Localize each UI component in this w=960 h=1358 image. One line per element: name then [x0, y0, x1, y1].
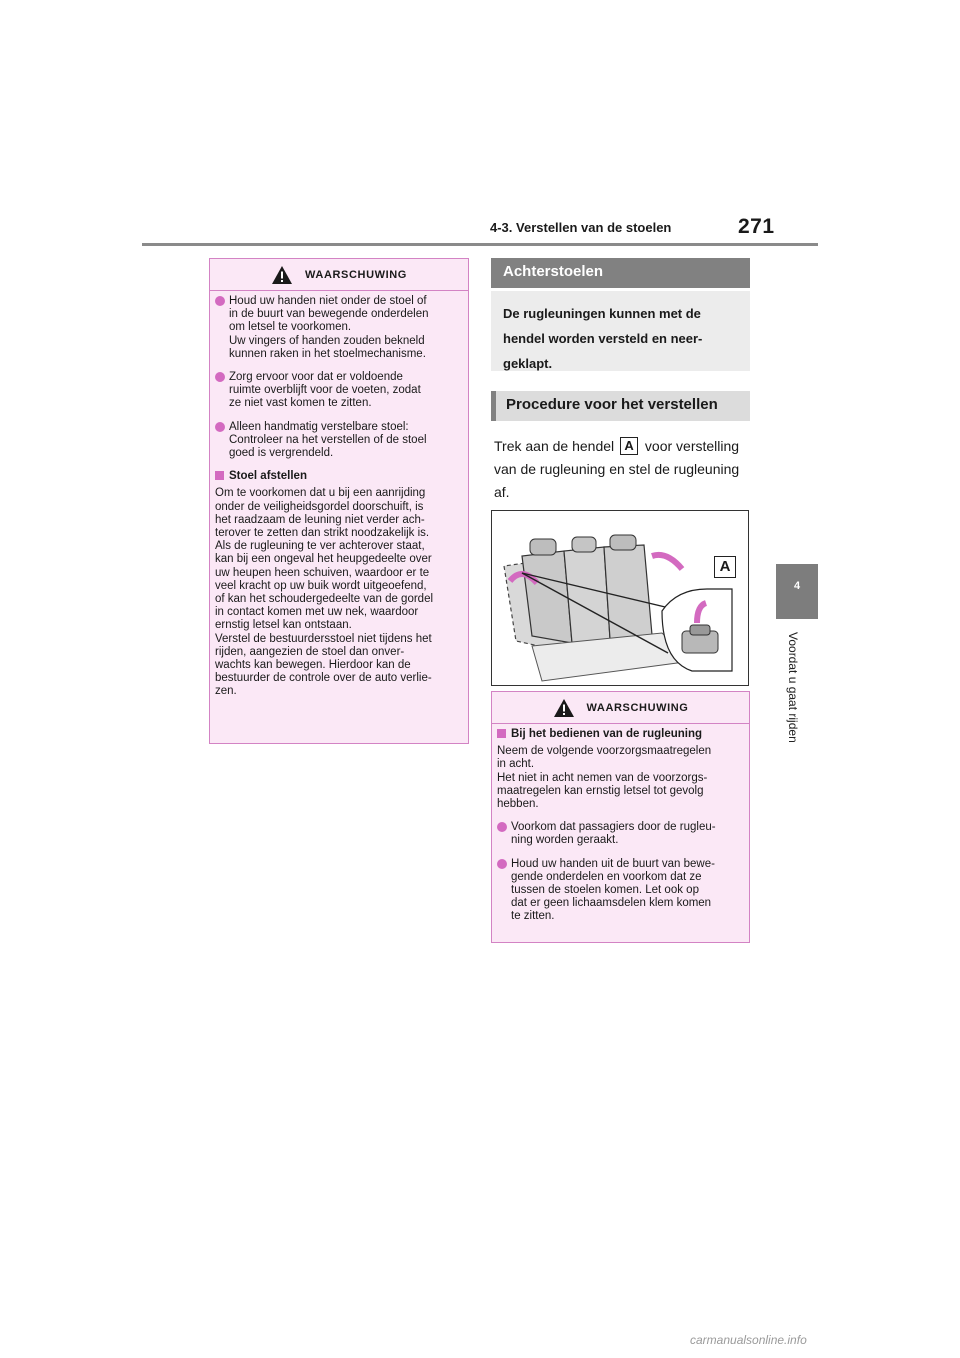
- text-line: ze niet vast komen te zitten.: [229, 397, 372, 410]
- warning-box-left: [209, 258, 469, 744]
- rear-seat-illustration: [491, 510, 749, 686]
- text-line: af.: [494, 484, 510, 500]
- bullet-dot-icon: [215, 372, 225, 382]
- subsection-title: Stoel afstellen: [229, 470, 307, 483]
- text-line: Verstel de bestuurdersstoel niet tijdens het: [215, 632, 432, 645]
- page-number: 271: [738, 215, 775, 238]
- subsection-title: Bij het bedienen van de rugleuning: [511, 728, 703, 740]
- square-bullet-icon: [215, 471, 224, 480]
- bullet-dot-icon: [215, 296, 225, 306]
- warning-body: [210, 291, 468, 717]
- text-line: Houd uw handen uit de buurt van bewe-: [511, 857, 715, 870]
- subsection-heading: [215, 470, 463, 483]
- warning-bullet: [215, 295, 463, 361]
- bullet-dot-icon: [215, 422, 225, 432]
- text-line: bestuurder de controle over de auto verlie-: [215, 672, 432, 685]
- text-line: Houd uw handen niet onder de stoel of: [229, 295, 427, 307]
- text-line: veel kracht op uw buik wordt uitgeoefend,: [215, 579, 427, 592]
- text-line: kunnen raken in het stoelmechanisme.: [229, 347, 426, 360]
- subsection-text: [215, 487, 463, 698]
- text-line: De rugleuningen kunnen met de: [503, 306, 701, 321]
- text-line: hebben.: [497, 798, 539, 811]
- text-line: Zorg ervoor voor dat er voldoende: [229, 371, 403, 384]
- text-line: dat er geen lichaamsdelen klem komen: [511, 897, 712, 910]
- chapter-number: 4: [793, 580, 801, 592]
- text-line: Voorkom dat passagiers door de rugleu-: [511, 821, 716, 834]
- warning-triangle-icon: [271, 265, 293, 285]
- text-line: [494, 435, 756, 458]
- text-line: tussen de stoelen komen. Let ook op: [511, 884, 699, 897]
- text-line: Het niet in acht nemen van de voorzorgs-: [497, 771, 708, 784]
- text-line: maatregelen kan ernstig letsel tot gevolg: [497, 784, 704, 797]
- warning-bullet: [497, 821, 744, 847]
- header-rule: [142, 243, 818, 246]
- text-line: het raadzaam de leuning niet verder ach-: [215, 513, 425, 526]
- text-line: Uw vingers of handen zouden bekneld: [229, 334, 425, 347]
- text-line: zen.: [215, 685, 237, 698]
- rear-seat-drawing: [492, 511, 748, 685]
- warning-title: WAARSCHUWING: [586, 701, 689, 714]
- text-line: onder de veiligheidsgordel doorschuift, is: [215, 500, 424, 513]
- warning-box-right: [491, 691, 750, 943]
- text-line: of kan het schoudergedeelte van de gordel: [215, 593, 434, 606]
- text-line: kan bij een ongeval het heupgedeelte over: [215, 553, 432, 566]
- text-line: terover te zetten dan strikt noodzakelijk is.: [215, 527, 430, 540]
- text-line: goed is vergrendeld.: [229, 447, 334, 460]
- procedure-text: [494, 435, 756, 504]
- text-line: hendel worden versteld en neer-: [503, 331, 703, 346]
- warning-header: [210, 259, 468, 291]
- warning-header: [492, 692, 749, 724]
- bullet-dot-icon: [497, 822, 507, 832]
- text-line: Alleen handmatig verstelbare stoel:: [229, 420, 409, 433]
- warning-paragraph: [497, 745, 744, 811]
- text-line: in contact komen met uw nek, waardoor: [215, 606, 419, 619]
- text-line: om letsel te voorkomen.: [229, 321, 352, 334]
- warning-bullet: [215, 421, 463, 461]
- text-line: geklapt.: [503, 356, 553, 371]
- warning-bullet: [215, 371, 463, 411]
- text-line: in de buurt van bewegende onderdelen: [229, 308, 429, 321]
- text-line: Om te voorkomen dat u bij een aanrijding: [215, 487, 426, 500]
- text-line: ning worden geraakt.: [511, 834, 619, 847]
- warning-bullet: [497, 858, 744, 924]
- text-line: wachts kan bewegen. Hierdoor kan de: [215, 659, 411, 672]
- text-line: rijden, aangezien de stoel dan onver-: [215, 645, 405, 658]
- text-line: van de rugleuning en stel de rugleuning: [494, 461, 740, 477]
- text-line: Neem de volgende voorzorgsmaatregelen: [497, 745, 712, 758]
- warning-body: [492, 724, 749, 942]
- text-line: te zitten.: [511, 910, 555, 923]
- text-line: uw heupen heen schuiven, waardoor er te: [215, 566, 430, 579]
- text-line: Controleer na het verstellen of de stoel: [229, 433, 427, 446]
- text-line: gende onderdelen en voorkom dat ze: [511, 870, 702, 883]
- warning-triangle-icon: [553, 698, 575, 718]
- square-bullet-icon: [497, 729, 506, 738]
- watermark-text: carmanualsonline.info: [690, 1333, 807, 1347]
- chapter-title: Voordat u gaat rijden: [786, 632, 800, 743]
- text-line: in acht.: [497, 758, 535, 771]
- text-line: ernstig letsel kan ontstaan.: [215, 619, 352, 632]
- warning-title: WAARSCHUWING: [305, 268, 407, 281]
- bullet-dot-icon: [497, 859, 507, 869]
- text-fragment: Trek aan de hendel: [494, 438, 615, 454]
- section-title: 4-3. Verstellen van de stoelen: [490, 220, 672, 235]
- procedure-heading: Procedure voor het verstellen: [491, 391, 750, 421]
- illustration-label-a: A: [714, 556, 736, 578]
- subsection-heading: [497, 728, 744, 741]
- label-a-badge: A: [620, 437, 638, 455]
- text-line: Als de rugleuning te ver achterover staat,: [215, 540, 425, 553]
- text-fragment: voor verstelling: [644, 438, 740, 454]
- intro-box: [491, 291, 750, 371]
- section-heading: Achterstoelen: [491, 258, 750, 288]
- text-line: ruimte overblijft voor de voeten, zodat: [229, 384, 421, 397]
